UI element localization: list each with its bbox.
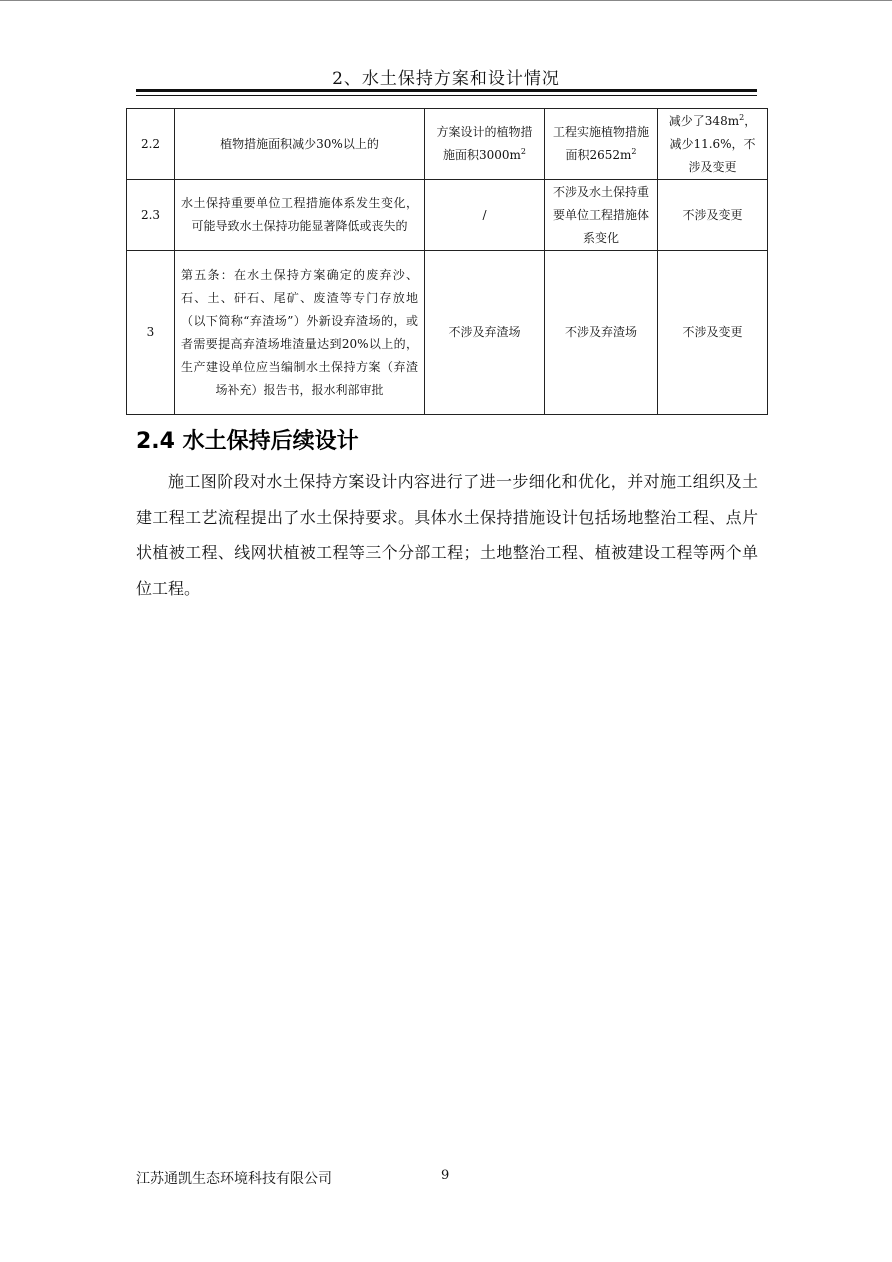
row-condition: 水土保持重要单位工程措施体系发生变化，可能导致水土保持功能显著降低或丧失的 — [175, 180, 425, 251]
table-row — [127, 109, 768, 180]
section-heading: 2.4 水土保持后续设计 — [136, 429, 359, 454]
page-number: 9 — [441, 1168, 450, 1183]
row-plan-value: / — [425, 180, 545, 251]
row-plan-value: 不涉及弃渣场 — [425, 251, 545, 415]
row-number: 3 — [127, 251, 175, 415]
row-condition: 第五条：在水土保持方案确定的废弃沙、石、土、矸石、尾矿、废渣等专门存放地（以下简称“弃渣场”）外新设弃渣场的，或者需要提高弃渣场堆渣量达到20%以上的，生产建设单位应当编制水土保持方案（弃渣场补充）报告书，报水利部审批 — [175, 251, 425, 415]
table-row — [127, 251, 768, 415]
row-plan-value: 方案设计的植物措施面积$3000m^2$ — [425, 109, 545, 180]
row-result: 减少了$348m^2$，减少11.6%，不涉及变更 — [658, 109, 768, 180]
row-actual-value: 工程实施植物措施面积$2652m^2$ — [545, 109, 658, 180]
row-condition: 植物措施面积减少30%以上的 — [175, 109, 425, 180]
row-result: 不涉及变更 — [658, 180, 768, 251]
row-result: 不涉及变更 — [658, 251, 768, 415]
page-header-title: 2、水土保持方案和设计情况 — [332, 69, 560, 89]
change-assessment-table — [126, 108, 768, 415]
section-paragraph: 施工图阶段对水土保持方案设计内容进行了进一步细化和优化，并对施工组织及土建工程工艺流程提出了水土保持要求。具体水土保持措施设计包括场地整治工程、点片状植被工程、线网状植被工程等三个分部工程；土地整治工程、植被建设工程等两个单位工程。 — [136, 472, 758, 598]
row-number: 2.2 — [127, 109, 175, 180]
footer-company: 江苏通凯生态环境科技有限公司 — [136, 1171, 332, 1187]
header-rule-thick — [136, 89, 757, 92]
page-top-border — [0, 0, 892, 1]
table-row — [127, 180, 768, 251]
row-actual-value: 不涉及水土保持重要单位工程措施体系变化 — [545, 180, 658, 251]
header-rule-thin — [136, 95, 757, 96]
row-actual-value: 不涉及弃渣场 — [545, 251, 658, 415]
row-number: 2.3 — [127, 180, 175, 251]
